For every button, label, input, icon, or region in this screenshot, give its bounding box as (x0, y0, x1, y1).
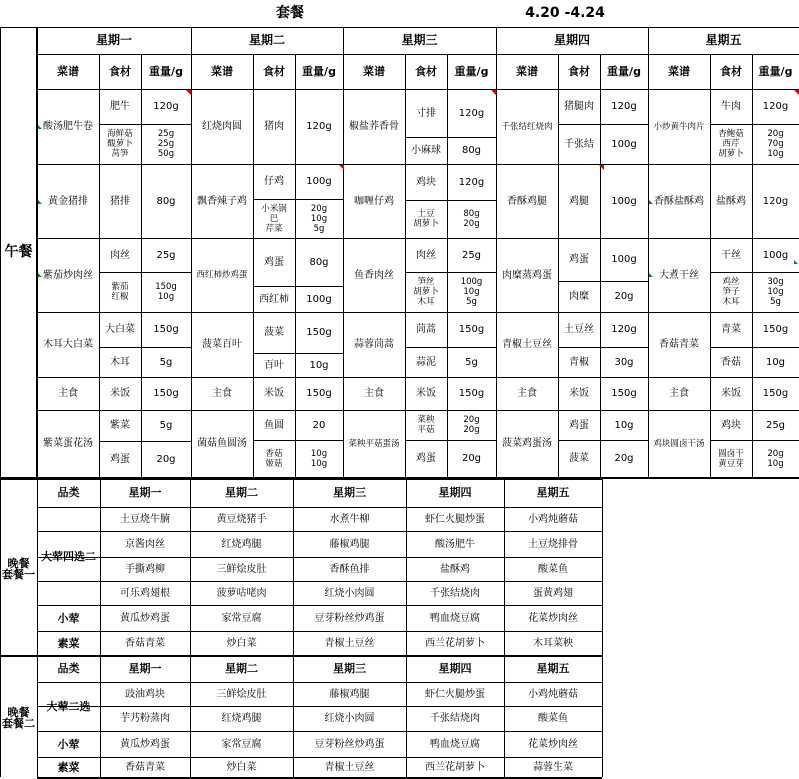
ingredient: 大白菜 (105, 324, 135, 335)
date-range: 4.20 -4.24 (525, 5, 605, 21)
cell-marker (794, 260, 798, 264)
comment-marker (339, 165, 344, 170)
dish-name: 菌菇鱼圆汤 (197, 438, 247, 449)
ingredient: 土豆 胡萝卜 (413, 209, 439, 229)
dish-name: 菠菜鸡蛋汤 (502, 438, 552, 449)
dish-name: 鸡块圆卤干汤 (653, 438, 705, 449)
cell-marker (38, 125, 42, 129)
ingredient: 猪肉 (264, 121, 284, 132)
category-header: 品类 (57, 486, 80, 499)
weight: 100g (306, 176, 332, 187)
dish-item: 西兰花胡萝卜 (425, 761, 485, 773)
dish-item: 千张结烧肉 (430, 587, 480, 599)
day-header: 星期五 (705, 33, 742, 47)
dish-item: 鸭血烧豆腐 (430, 612, 480, 624)
dish-item: 青椒土豆丝 (324, 637, 375, 649)
weight: 150g (306, 388, 332, 399)
dish-item: 可乐鸡翅根 (120, 587, 170, 599)
weight: 120g (458, 176, 485, 188)
weight: 120g (458, 107, 485, 119)
ingredient: 菠菜 (569, 453, 589, 464)
ingredient: 千张结 (564, 138, 594, 150)
weight: 80g 20g (463, 209, 480, 229)
ingredient: 鸡块 (721, 419, 741, 431)
weight: 10g (614, 419, 634, 431)
col-header-weight: 重量/g (758, 65, 793, 78)
weight: 150g (306, 327, 332, 338)
ingredient: 紫茄 红椒 (111, 282, 129, 302)
ingredient: 圆卤干 黄豆芽 (718, 448, 744, 469)
ingredient: 西红柿 (259, 293, 289, 305)
dish-item: 黄豆烧猪手 (216, 513, 267, 525)
dish-item: 土豆烧牛腩 (120, 513, 170, 525)
day-header: 星期四 (438, 662, 472, 675)
category-label: 素菜 (57, 760, 80, 774)
ingredient: 青菜 (721, 324, 741, 335)
dish-item: 花菜炒肉丝 (528, 738, 578, 750)
ingredient: 海鲜菇 酸萝卜 莴笋 (107, 129, 133, 159)
weight: 20g (614, 291, 634, 302)
weight: 25g 25g 50g (157, 129, 175, 159)
dish-name: 主食 (669, 388, 689, 399)
comment-marker (599, 165, 604, 170)
weight: 100g (611, 195, 637, 207)
day-header: 星期二 (248, 33, 285, 47)
dish-item: 藤椒鸡腿 (329, 538, 370, 550)
col-header-weight: 重量/g (454, 65, 489, 78)
day-header: 星期五 (536, 662, 570, 675)
dish-item: 豆芽粉丝炒鸡蛋 (314, 738, 385, 750)
weight: 25g (461, 249, 482, 261)
weight: 80g (461, 145, 482, 156)
weight: 150g (611, 388, 637, 399)
ingredient: 肉糜 (569, 291, 589, 302)
weight: 120g (306, 121, 332, 132)
dish-item: 三鲜烩皮肚 (216, 688, 267, 700)
category-label: 小荤 (57, 611, 80, 625)
weight: 120g (153, 101, 179, 112)
weight: 120g (611, 101, 637, 112)
col-header-ingredient: 食材 (415, 65, 437, 78)
ingredient: 鸡蛋 (569, 419, 589, 431)
dish-item: 家常豆腐 (221, 612, 262, 624)
ingredient: 干丝 (721, 249, 741, 261)
ingredient: 茼蒿 (416, 324, 436, 335)
ingredient: 紫菜 (110, 420, 130, 431)
weight: 80g (156, 195, 176, 207)
dish-name: 紫茄炒肉丝 (43, 269, 93, 281)
weight: 150g (458, 324, 485, 335)
col-header-weight: 重量/g (607, 65, 641, 78)
ingredient: 菠菜 (264, 327, 284, 338)
cell-marker (649, 200, 653, 204)
comment-marker (491, 90, 496, 95)
ingredient: 鸡块 (416, 176, 436, 188)
dinner-set-one-label: 晚餐 套餐一 (2, 556, 35, 581)
weight: 30g 10g 5g (767, 277, 784, 307)
weight: 150g 10g (155, 282, 177, 302)
ingredient: 鸡蛋 (569, 254, 589, 265)
ingredient: 米饭 (721, 388, 741, 399)
ingredient: 寸排 (416, 107, 436, 119)
ingredient: 杏鲍菇 西芹 胡萝卜 (718, 129, 744, 159)
ingredient: 木耳 (110, 356, 130, 368)
dish-item: 菠萝咕咾肉 (216, 587, 267, 599)
weight: 120g (762, 195, 789, 207)
weight: 20g (156, 453, 176, 465)
col-header-dish: 菜谱 (668, 65, 690, 78)
dish-item: 芋艿粉蒸肉 (120, 713, 170, 724)
col-header-ingredient: 食材 (720, 65, 742, 78)
dish-item: 水煮牛柳 (329, 513, 370, 525)
dish-name: 主食 (58, 388, 78, 399)
category-header: 品类 (57, 662, 80, 675)
dish-item: 青椒土豆丝 (324, 761, 375, 773)
cell-marker (649, 273, 653, 277)
col-header-dish: 菜谱 (211, 65, 233, 78)
weight: 100g 10g 5g (460, 277, 483, 307)
day-header: 星期三 (401, 33, 438, 47)
weight: 25g (765, 419, 786, 431)
dish-name: 红烧肉圆 (202, 121, 242, 132)
dish-item: 香酥鱼排 (329, 563, 370, 575)
dish-name: 千张结红烧肉 (501, 121, 553, 132)
weight: 20g 70g 10g (767, 129, 784, 159)
weight: 20g 10g (767, 448, 784, 469)
weight: 5g (465, 356, 478, 368)
ingredient: 米饭 (416, 388, 436, 399)
dish-name: 主食 (364, 388, 384, 399)
ingredient: 猪腿肉 (564, 101, 594, 112)
sheet-title: 套餐 (276, 5, 304, 21)
weight: 100g (762, 249, 789, 261)
dish-item: 藤椒鸡腿 (329, 688, 370, 700)
dish-item: 鸭血烧豆腐 (430, 738, 480, 750)
dish-item: 酸菜鱼 (538, 563, 568, 575)
day-header: 星期一 (128, 662, 162, 675)
col-header-dish: 菜谱 (57, 65, 79, 78)
ingredient: 猪排 (110, 195, 130, 207)
day-header: 星期四 (438, 486, 472, 499)
col-header-weight: 重量/g (302, 65, 336, 78)
day-header: 星期五 (536, 486, 570, 499)
ingredient: 米饭 (110, 388, 130, 399)
weight: 20g (614, 453, 634, 464)
weight: 120g (762, 101, 789, 112)
weight: 150g (762, 388, 789, 399)
dish-name: 小炒黄牛肉片 (653, 121, 705, 132)
category-label: 素菜 (57, 636, 80, 650)
ingredient: 肉丝 (416, 249, 436, 261)
dish-item: 豉油鸡块 (125, 688, 165, 700)
weight: 20 (312, 419, 326, 431)
ingredient: 鸡蛋 (264, 256, 284, 268)
dish-item: 虾仁火腿炒蛋 (425, 688, 485, 700)
weight: 150g (153, 388, 179, 399)
col-header-dish: 菜谱 (363, 65, 385, 78)
day-header: 星期四 (553, 33, 590, 47)
dish-item: 手撕鸡柳 (125, 563, 165, 575)
dish-item: 红烧小肉圆 (324, 587, 375, 599)
weight: 150g (153, 324, 179, 335)
dish-name: 飘香辣子鸡 (197, 195, 247, 207)
weight: 25g (156, 249, 176, 261)
comment-marker (794, 90, 799, 95)
ingredient: 鸡蛋 (416, 453, 436, 464)
dish-name: 菜秧平菇蛋汤 (348, 438, 400, 449)
ingredient: 菜秧 平菇 (417, 415, 435, 435)
dish-item: 酸汤肥牛 (435, 538, 475, 550)
dish-item: 花菜炒肉丝 (528, 612, 578, 624)
ingredient: 仔鸡 (264, 176, 284, 187)
dish-name: 大煮干丝 (659, 269, 699, 281)
dish-item: 三鲜烩皮肚 (216, 563, 267, 575)
ingredient: 笋丝 胡萝卜 木耳 (413, 277, 439, 307)
dish-name: 主食 (212, 388, 232, 399)
weight: 20g 10g 5g (310, 203, 328, 234)
ingredient: 盐酥鸡 (716, 195, 746, 207)
weight: 100g (611, 138, 637, 150)
dish-name: 香酥盐酥鸡 (654, 195, 704, 207)
weight: 100g (306, 293, 332, 305)
day-header: 星期二 (225, 486, 258, 499)
dish-item: 黄瓜炒鸡蛋 (120, 612, 170, 624)
dish-item: 木耳菜秧 (533, 637, 573, 649)
dish-name: 香酥鸡腿 (507, 195, 547, 207)
weight: 5g (159, 420, 173, 431)
weight: 150g (762, 324, 789, 335)
ingredient: 小麻球 (411, 145, 441, 156)
ingredient: 小米锅 巴 芹菜 (261, 203, 287, 234)
comment-marker (186, 90, 191, 95)
ingredient: 鸡腿 (569, 195, 589, 207)
dish-item: 家常豆腐 (221, 738, 262, 750)
ingredient: 肉丝 (110, 249, 130, 261)
weight: 20g (461, 453, 482, 464)
dish-item: 蛋黄鸡翅 (533, 587, 573, 599)
weight: 10g 10g (310, 448, 328, 469)
dish-name: 黄金猪排 (48, 195, 88, 207)
col-header-ingredient: 食材 (568, 65, 590, 78)
grid-line (602, 478, 603, 655)
dish-item: 黄瓜炒鸡蛋 (120, 738, 170, 750)
day-header: 星期三 (333, 486, 366, 499)
weight: 30g (614, 356, 634, 368)
category-label: 小荤 (57, 737, 80, 751)
ingredient: 蒜泥 (416, 356, 436, 368)
ingredient: 百叶 (264, 359, 284, 371)
weight: 5g (159, 356, 173, 368)
ingredient: 鱼圆 (264, 419, 284, 431)
dish-name: 咖喱仔鸡 (354, 195, 394, 207)
weight: 100g (611, 254, 637, 265)
ingredient: 香菇 姬菇 (265, 448, 283, 469)
weight: 10g (309, 359, 329, 371)
dish-name: 酸汤肥牛卷 (43, 121, 93, 132)
col-header-ingredient: 食材 (263, 65, 285, 78)
cell-marker (38, 200, 42, 204)
col-header-weight: 重量/g (149, 65, 183, 78)
lunch-label: 午餐 (4, 243, 33, 260)
dish-item: 红烧鸡腿 (221, 713, 262, 724)
cell-marker (38, 273, 42, 277)
dish-item: 红烧小肉圆 (324, 713, 375, 724)
dish-item: 千张结烧肉 (430, 713, 480, 724)
dish-item: 红烧鸡腿 (221, 538, 262, 550)
col-header-dish: 菜谱 (516, 65, 538, 78)
day-header: 星期一 (95, 33, 132, 47)
grid-line (602, 655, 603, 777)
dish-item: 炒白菜 (226, 761, 257, 773)
dish-name: 鱼香肉丝 (354, 269, 394, 281)
ingredient: 土豆丝 (564, 324, 594, 335)
dish-item: 虾仁火腿炒蛋 (425, 513, 485, 525)
dish-name: 西红柿炒鸡蛋 (196, 270, 248, 280)
dish-item: 香菇青菜 (125, 637, 165, 649)
col-header-ingredient: 食材 (109, 65, 131, 78)
dish-name: 木耳大白菜 (43, 339, 93, 350)
dish-name: 香菇青菜 (659, 339, 699, 350)
dish-item: 炒白菜 (226, 637, 257, 649)
dish-item: 蒜蓉生菜 (533, 761, 573, 773)
day-header: 星期二 (225, 662, 258, 675)
dish-name: 肉糜蒸鸡蛋 (502, 269, 552, 281)
dish-name: 主食 (517, 388, 537, 399)
dish-item: 酸菜鱼 (538, 713, 568, 724)
dish-item: 香菇青菜 (125, 761, 165, 773)
dish-item: 盐酥鸡 (440, 563, 470, 575)
dish-item: 土豆烧排骨 (528, 538, 578, 550)
dinner-set-two-label: 晚餐 套餐二 (2, 706, 35, 730)
ingredient: 鸡蛋 (110, 453, 130, 465)
weight: 80g (309, 256, 329, 268)
weight: 150g (458, 388, 485, 399)
dish-name: 青椒土豆丝 (502, 339, 552, 350)
ingredient: 肥牛 (110, 101, 130, 112)
dish-item: 西兰花胡萝卜 (425, 637, 485, 649)
ingredient: 牛肉 (721, 101, 741, 112)
ingredient: 米饭 (264, 388, 284, 399)
weight: 20g 20g (463, 415, 480, 435)
day-header: 星期三 (333, 662, 366, 675)
dish-name: 紫菜蛋花汤 (43, 438, 93, 449)
ingredient: 鸡丝 笋子 木耳 (722, 277, 740, 307)
category-label: 大荤四选二 (41, 549, 96, 563)
ingredient: 米饭 (569, 388, 589, 399)
dish-item: 豆芽粉丝炒鸡蛋 (314, 612, 385, 624)
weight: 10g (765, 356, 786, 368)
dish-item: 京酱肉丝 (125, 538, 165, 550)
weight: 120g (611, 324, 637, 335)
dish-item: 小鸡炖蘑菇 (528, 513, 578, 525)
dish-name: 菠菜百叶 (202, 339, 242, 350)
ingredient: 青椒 (569, 356, 589, 368)
ingredient: 香菇 (721, 356, 741, 368)
category-label: 大荤二选 (46, 700, 91, 713)
dish-name: 蒜蓉茼蒿 (354, 339, 394, 350)
dish-name: 椒盐荞香骨 (349, 121, 399, 132)
dish-item: 小鸡炖蘑菇 (528, 688, 578, 700)
day-header: 星期一 (128, 486, 162, 499)
